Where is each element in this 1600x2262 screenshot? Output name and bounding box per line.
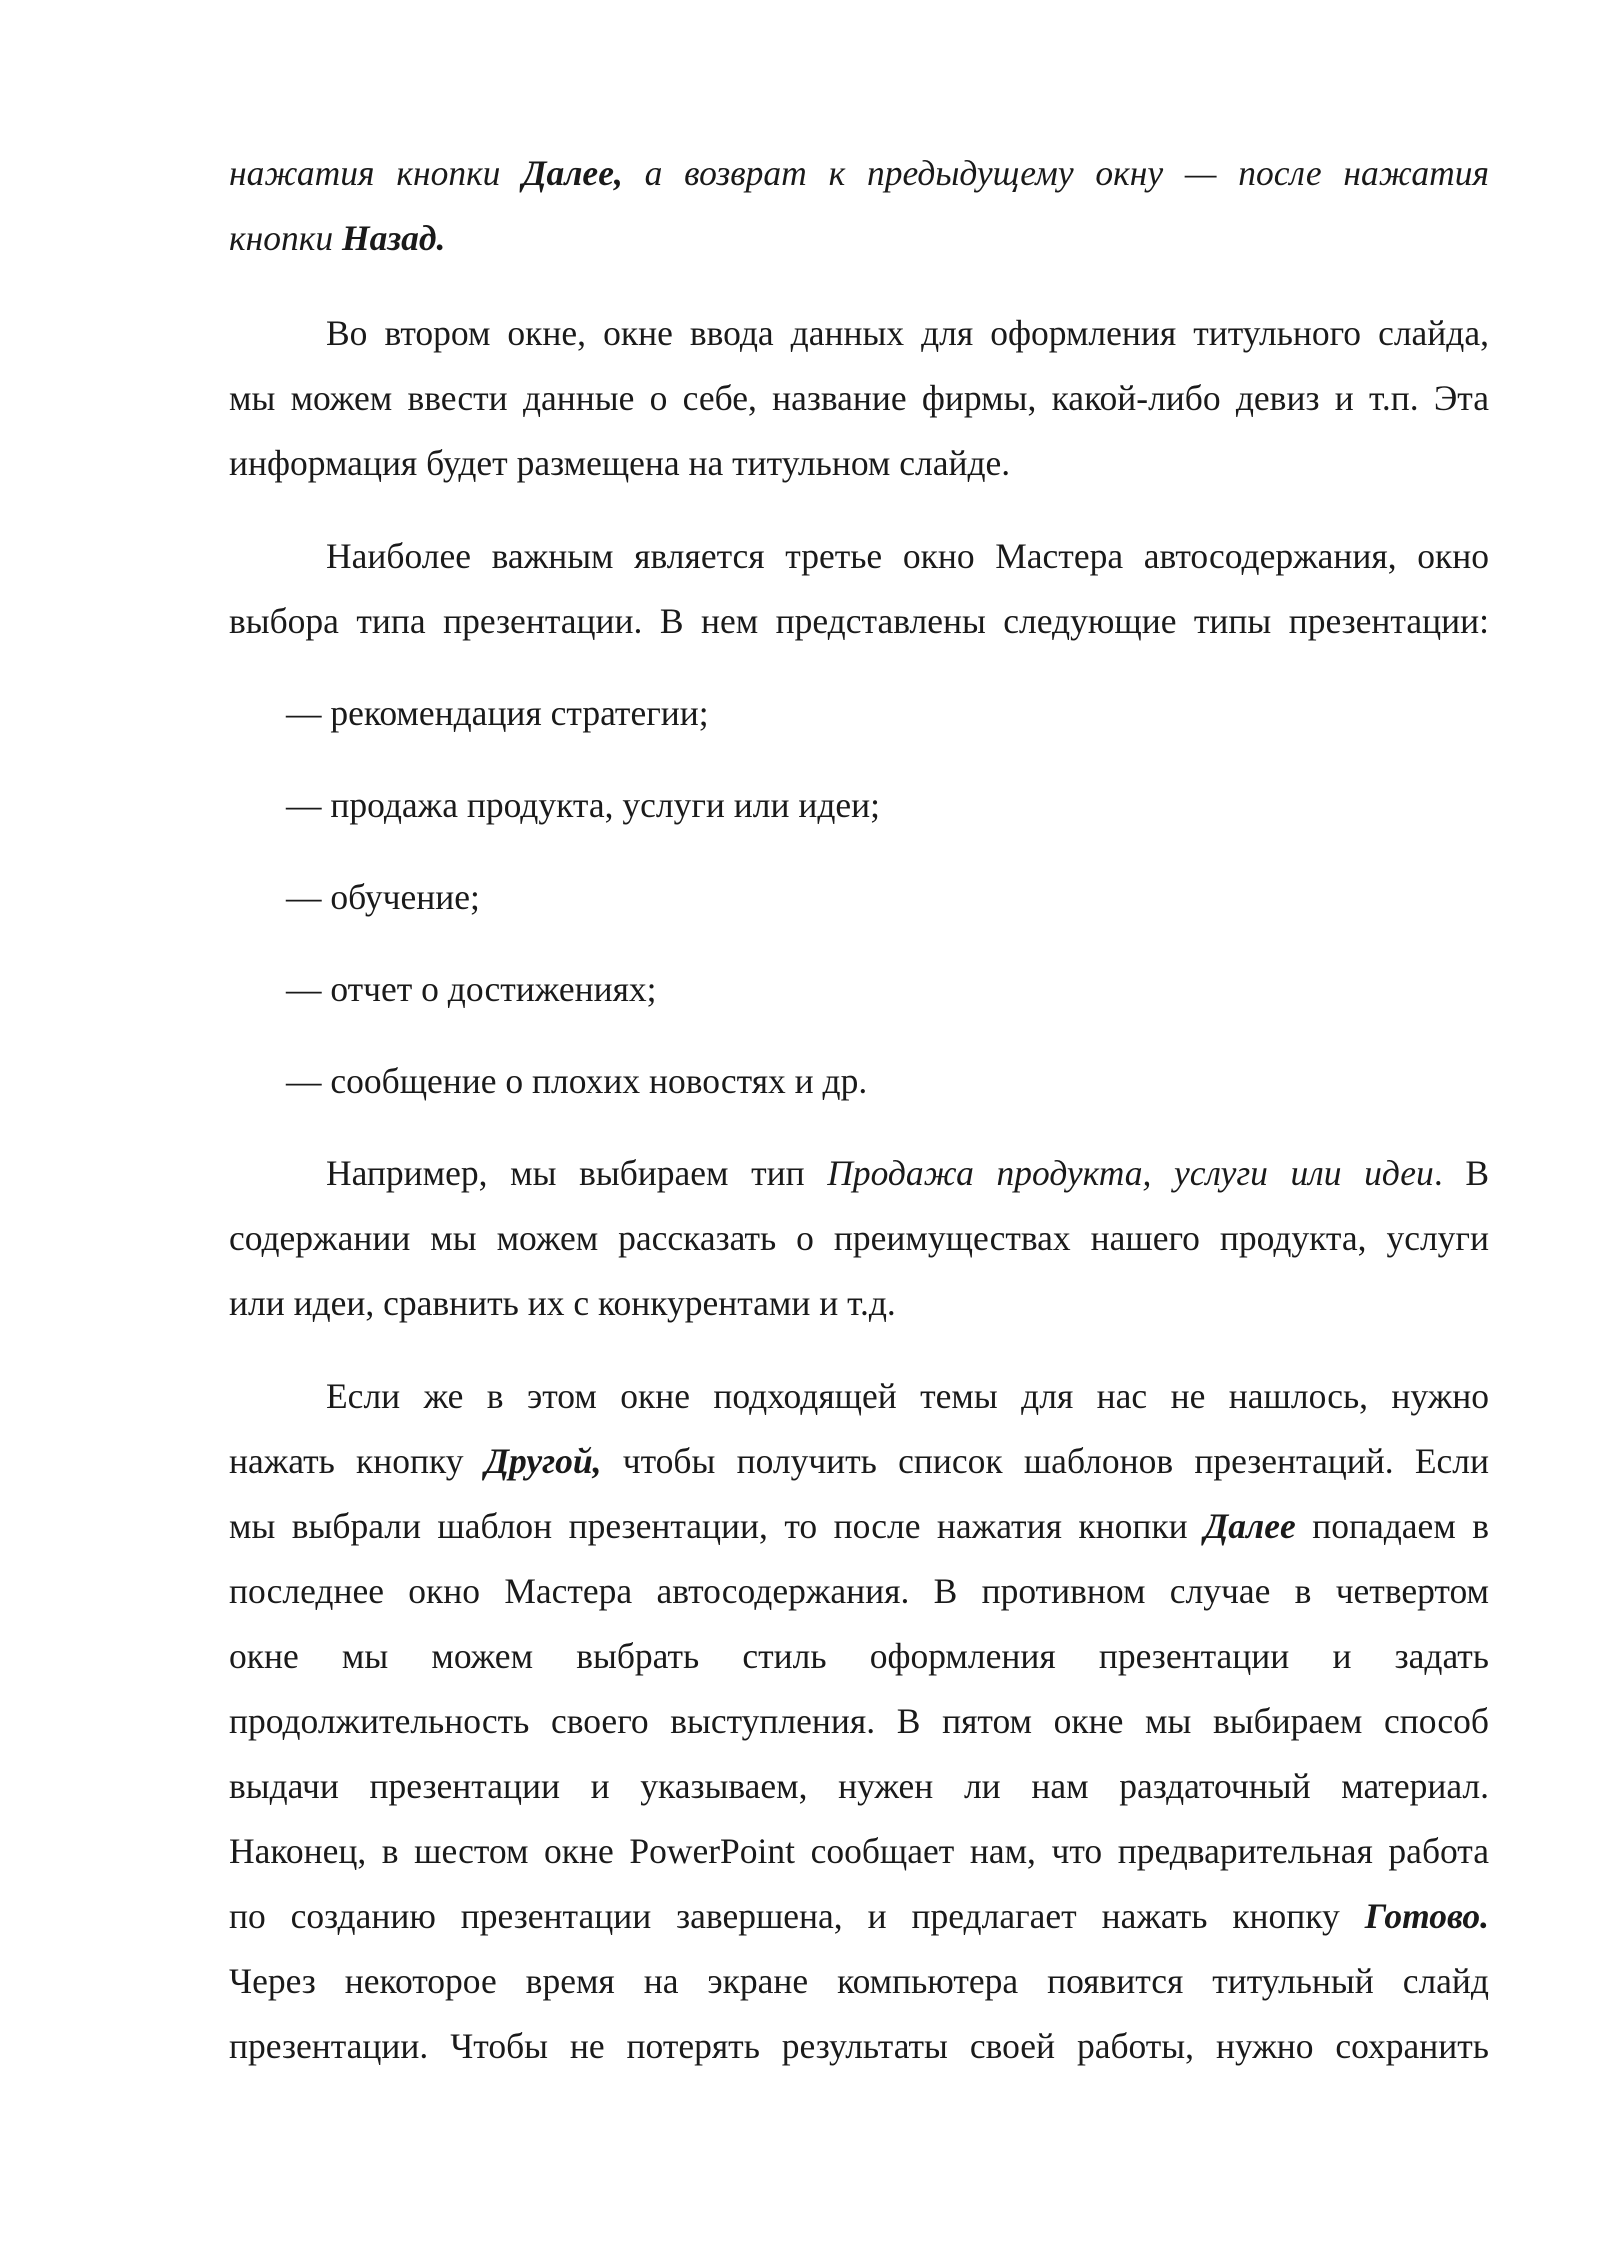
text-run: . В: [1433, 1153, 1489, 1193]
text-line: выдачи презентации и указываем, нужен ли нам раздаточный материал.: [229, 1766, 1489, 1806]
paragraph-other-button: [229, 1364, 1489, 2079]
text-line: презентации. Чтобы не потерять результаты своей работы, нужно сохранить: [229, 2026, 1489, 2066]
text-run: нажать кнопку: [229, 1441, 485, 1481]
text-run: а возврат к предыдущему окну — после нажатия: [622, 153, 1489, 193]
bold-italic-run: Назад.: [341, 218, 446, 258]
text-run: Например, мы выбираем тип: [326, 1153, 828, 1193]
bold-italic-run: Далее: [1204, 1506, 1296, 1546]
text-line: продолжительность своего выступления. В пятом окне мы выбираем способ: [229, 1701, 1489, 1741]
text-line: или идеи, сравнить их с конкурентами и т.д.: [229, 1283, 896, 1323]
list-item: — отчет о достижениях;: [286, 969, 657, 1009]
text-line: [229, 1494, 1489, 1559]
text-run: чтобы получить список шаблонов презентаций. Если: [601, 1441, 1489, 1481]
text-run: по созданию презентации завершена, и предлагает нажать кнопку: [229, 1896, 1365, 1936]
paragraph-continuation: [229, 141, 1489, 271]
text-run: кнопки: [229, 218, 342, 258]
text-line: Если же в этом окне подходящей темы для нас не нашлось, нужно: [326, 1376, 1489, 1416]
text-line: [229, 1429, 1489, 1494]
text-line: Через некоторое время на экране компьютера появится титульный слайд: [229, 1961, 1489, 2001]
text-run: нажатия кнопки: [229, 153, 523, 193]
list-item: — сообщение о плохих новостях и др.: [286, 1061, 868, 1101]
list-item: — продажа продукта, услуги или идеи;: [286, 785, 881, 825]
text-run: мы выбрали шаблон презентации, то после нажатия кнопки: [229, 1506, 1205, 1546]
text-line: содержании мы можем рассказать о преимуществах нашего продукта, услуги: [229, 1218, 1489, 1258]
text-line: окне мы можем выбрать стиль оформления презентации и задать: [229, 1636, 1489, 1676]
bold-italic-run: Готово.: [1364, 1896, 1489, 1936]
list-item: — рекомендация стратегии;: [286, 693, 709, 733]
text-line: [229, 206, 1489, 271]
paragraph-example: [229, 1141, 1489, 1336]
text-run: попадаем в: [1295, 1506, 1489, 1546]
italic-run: Продажа продукта, услуги или идеи: [827, 1153, 1434, 1193]
paragraph-title-slide: [229, 301, 1489, 496]
bold-italic-run: Далее,: [522, 153, 623, 193]
text-line: [229, 1884, 1489, 1949]
text-line: выбора типа презентации. В нем представлены следующие типы презентации:: [229, 601, 1489, 641]
text-line: [229, 1141, 1489, 1206]
text-line: Наконец, в шестом окне PowerPoint сообщает нам, что предварительная работа: [229, 1831, 1489, 1871]
text-line: последнее окно Мастера автосодержания. В противном случае в четвертом: [229, 1571, 1489, 1611]
paragraph-third-window: [229, 524, 1489, 654]
text-line: Наиболее важным является третье окно Мастера автосодержания, окно: [326, 536, 1489, 576]
list-item: — обучение;: [286, 877, 480, 917]
bold-italic-run: Другой,: [484, 1441, 602, 1481]
text-line: Во втором окне, окне ввода данных для оформления титульного слайда,: [326, 313, 1489, 353]
text-line: [229, 141, 1489, 206]
text-line: мы можем ввести данные о себе, название фирмы, какой-либо девиз и т.п. Эта: [229, 378, 1489, 418]
text-line: информация будет размещена на титульном слайде.: [229, 443, 1011, 483]
